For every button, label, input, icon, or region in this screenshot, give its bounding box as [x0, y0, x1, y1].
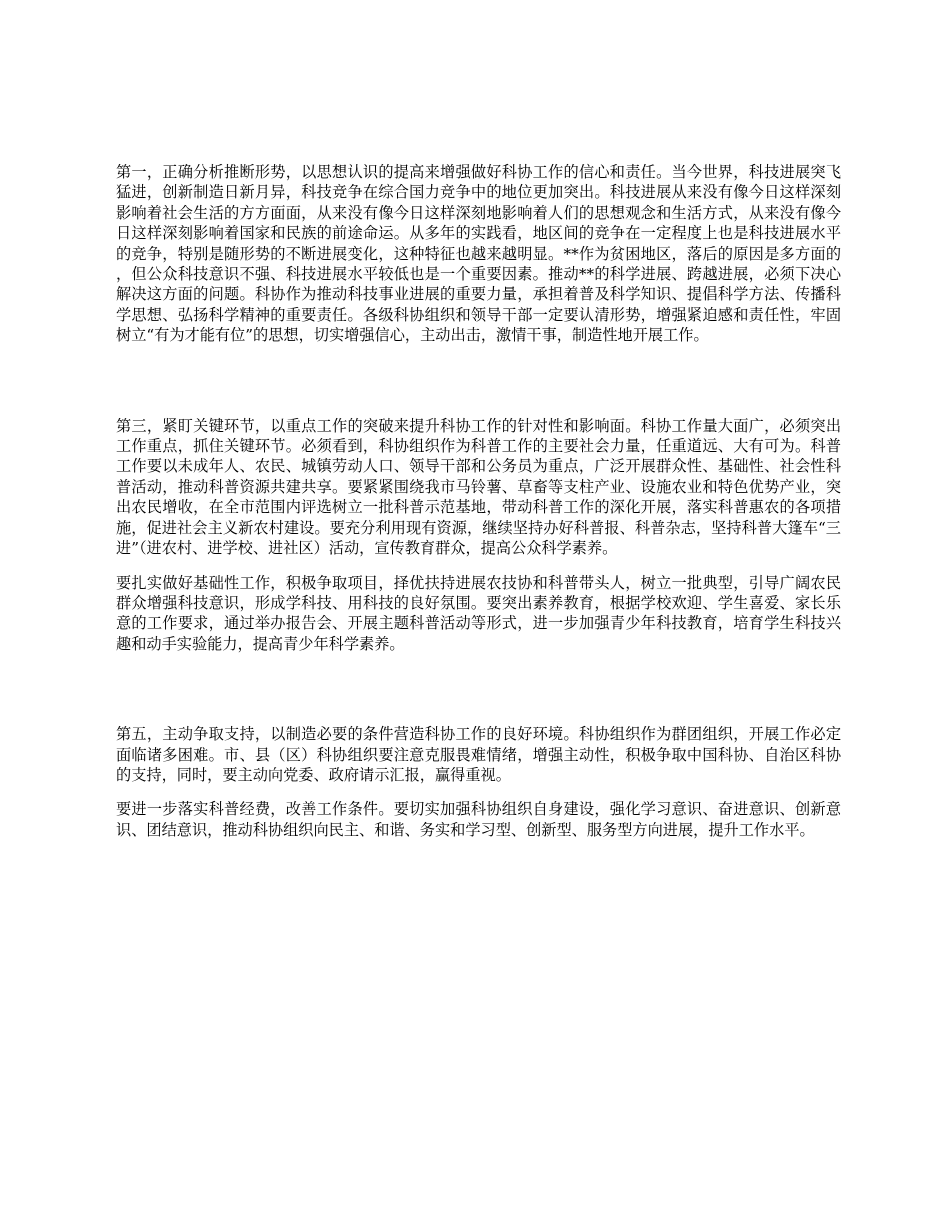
document-body [116, 162, 841, 840]
paragraph-spacer [116, 785, 841, 799]
paragraph-fifth-section: 第五，主动争取支持，以制造必要的条件营造科协工作的良好环境。科协组织作为群团组织，开展工作必定面临诸多困难。市、县（区）科协组织要注意克服畏难情绪，增强主动性，积极争取中国科协、自治区科协的支持，同时，要主动向党委、政府请示汇报，赢得重视。 [116, 725, 841, 784]
section-spacer [116, 654, 841, 724]
section-spacer [116, 346, 841, 416]
paragraph-spacer [116, 559, 841, 573]
paragraph-fifth-section-continued: 要进一步落实科普经费，改善工作条件。要切实加强科协组织自身建设，强化学习意识、奋进意识、创新意识、团结意识，推动科协组织向民主、和谐、务实和学习型、创新型、服务型方向进展，提升工作水平。 [116, 800, 841, 839]
paragraph-third-section: 第三，紧盯关键环节，以重点工作的突破来提升科协工作的针对性和影响面。科协工作量大面广，必须突出工作重点，抓住关键环节。必须看到，科协组织作为科普工作的主要社会力量，任重道远、大有可为。科普工作要以未成年人、农民、城镇劳动人口、领导干部和公务员为重点，广泛开展群众性、基础性、社会性科普活动，推动科普资源共建共享。要紧紧围绕我市马铃薯、草畜等支柱产业、设施农业和特色优势产业，突出农民增收，在全市范围内评选树立一批科普示范基地，带动科普工作的深化开展，落实科普惠农的各项措施，促进社会主义新农村建设。要充分利用现有资源，继续坚持办好科普报、科普杂志，坚持科普大篷车“三进”（进农村、进学校、进社区）活动，宣传教育群众，提高公众科学素养。 [116, 416, 841, 558]
paragraph-first-section: 第一，正确分析推断形势，以思想认识的提高来增强做好科协工作的信心和责任。当今世界，科技进展突飞猛进，创新制造日新月异，科技竞争在综合国力竞争中的地位更加突出。科技进展从来没有像今日这样深刻影响着社会生活的方方面面，从来没有像今日这样深刻地影响着人们的思想观念和生活方式，从来没有像今日这样深刻影响着国家和民族的前途命运。从多年的实践看，地区间的竞争在一定程度上也是科技进展水平的竞争，特别是随形势的不断进展变化，这种特征也越来越明显。**作为贫困地区，落后的原因是多方面的，但公众科技意识不强、科技进展水平较低也是一个重要因素。推动**的科学进展、跨越进展，必须下决心解决这方面的问题。科协作为推动科技事业进展的重要力量，承担着普及科学知识、提倡科学方法、传播科学思想、弘扬科学精神的重要责任。各级科协组织和领导干部一定要认清形势，增强紧迫感和责任性，牢固树立“有为才能有位”的思想，切实增强信心，主动出击，激情干事，制造性地开展工作。 [116, 163, 841, 345]
paragraph-third-section-continued: 要扎实做好基础性工作，积极争取项目，择优扶持进展农技协和科普带头人，树立一批典型，引导广阔农民群众增强科技意识，形成学科技、用科技的良好氛围。要突出素养教育，根据学校欢迎、学生喜爱、家长乐意的工作要求，通过举办报告会、开展主题科普活动等形式，进一步加强青少年科技教育，培育学生科技兴趣和动手实验能力，提高青少年科学素养。 [116, 573, 841, 653]
